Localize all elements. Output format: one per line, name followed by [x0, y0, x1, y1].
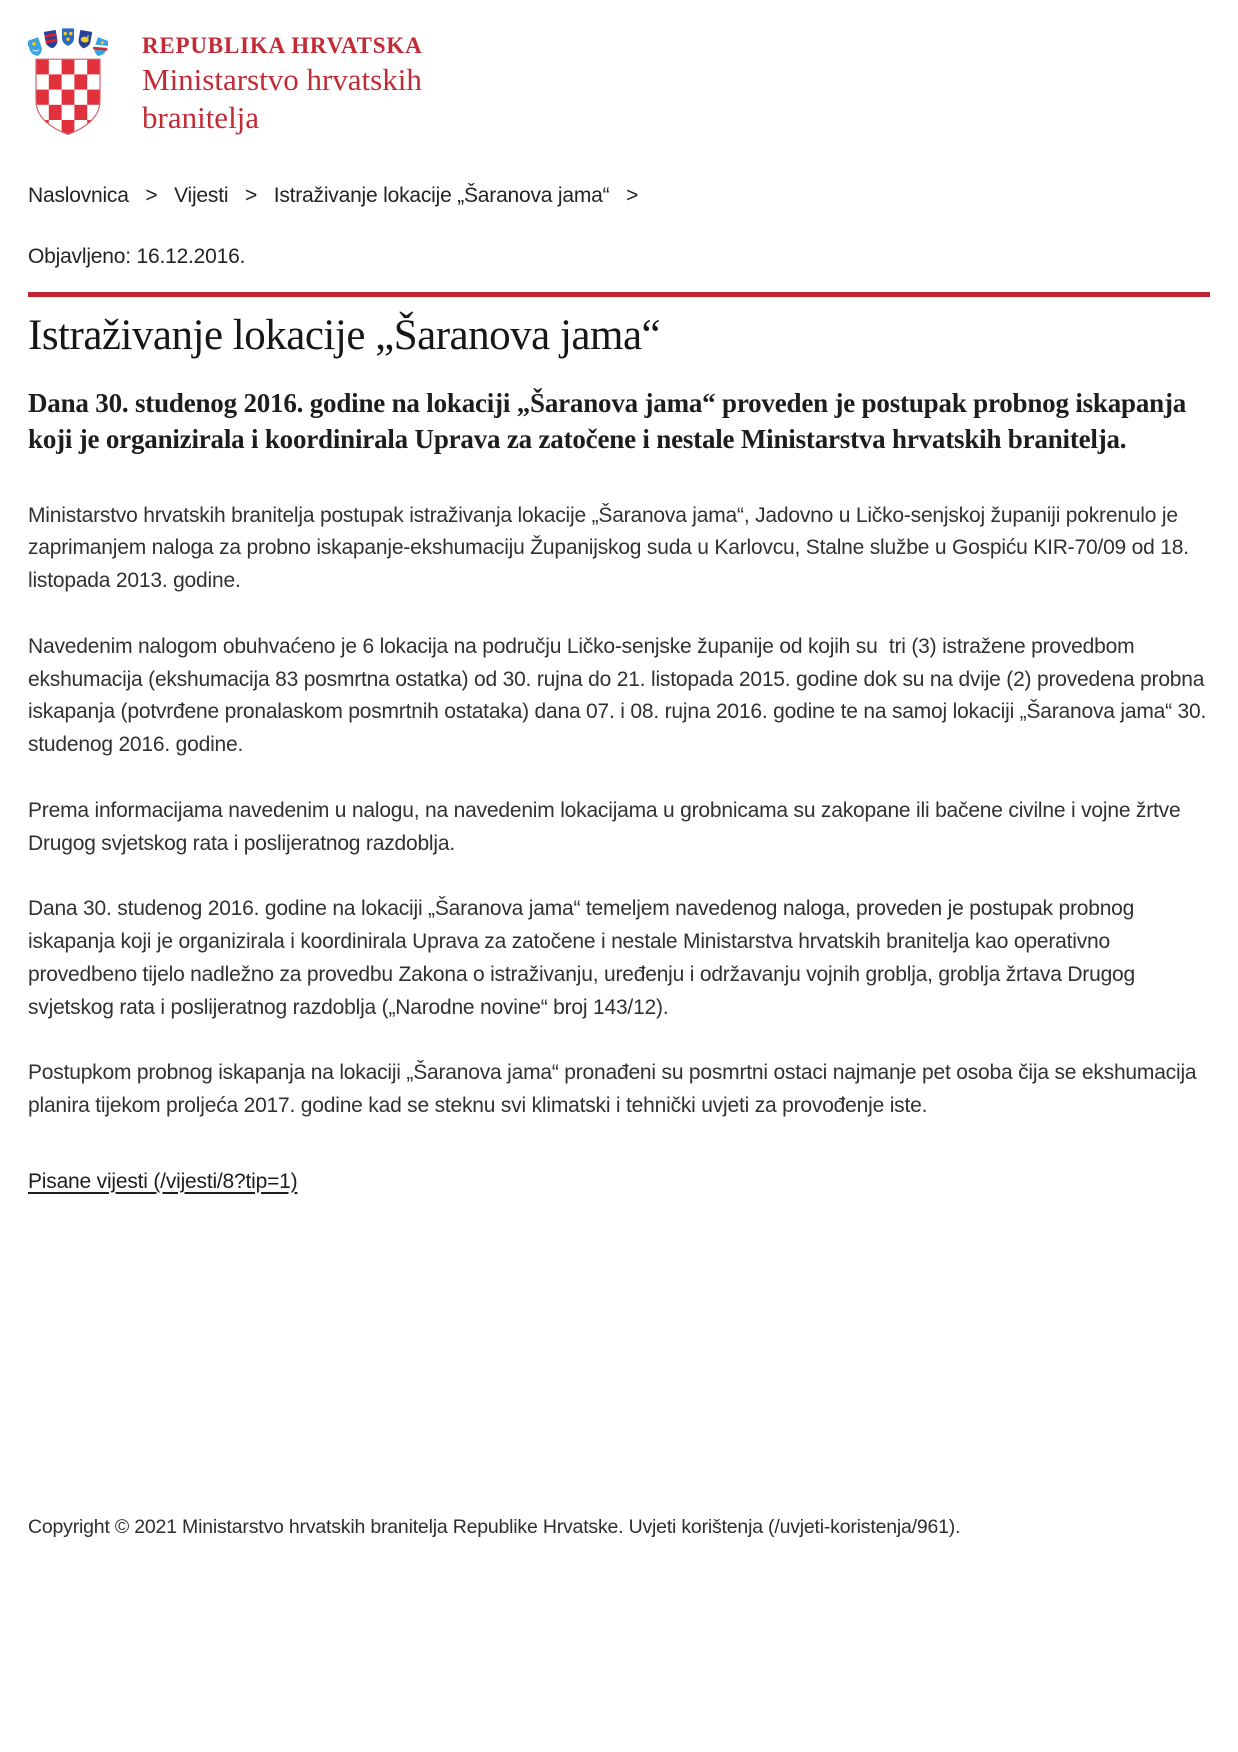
article-body [28, 500, 1210, 1123]
red-divider [28, 292, 1210, 297]
org-ministry: Ministarstvo hrvatskih branitelja [142, 62, 422, 136]
croatia-coat-of-arms-icon [28, 27, 108, 137]
article-lead: Dana 30. studenog 2016. godine na lokaciji „Šaranova jama“ proveden je postupak probnog iskapanja koji je organizirala i koordinirala Uprava za zatočene i nestale Ministarstva hrvatskih branitelja. [28, 387, 1187, 454]
written-news-link[interactable]: Pisane vijesti (/vijesti/8?tip=1) [28, 1169, 298, 1193]
site-header [28, 27, 1210, 137]
breadcrumb [28, 184, 1210, 208]
article [28, 311, 1210, 1194]
copyright-text: Copyright © 2021 Ministarstvo hrvatskih branitelja Republike Hrvatske. [28, 1516, 624, 1538]
article-paragraph: Dana 30. studenog 2016. godine na lokaciji „Šaranova jama“ temeljem navedenog naloga, proveden je postupak probnog iskapanja koji je organizirala i koordinirala Uprava za zatočene i nestale Ministarstva hrvatskih branitelja kao operativno provedbeno tijelo nadležno za provedbu Zakona o istraživanju, uređenju i održavanju vojnih groblja, groblja žrtava Drugog svjetskog rata i poslijeratnog razdoblja („Narodne novine“ broj 143/12). [28, 897, 1141, 1019]
article-paragraph: Prema informacijama navedenim u nalogu, na navedenim lokacijama u grobnicama su zakopane ili bačene civilne i vojne žrtve Drugog svjetskog rata i poslijeratnog razdoblja. [28, 798, 1187, 855]
croatia-coat-of-arms-logo [28, 27, 108, 137]
article-paragraph: Navedenim nalogom obuhvaćeno je 6 lokacija na području Ličko-senjske županije od kojih su tri (3) istražene provedbom ekshumacija (ekshumacija 83 posmrtna ostatka) od 30. rujna do 21. listopada 2015. godine dok su na dvije (2) provedena probna iskapanja (potvrđene pronalaskom posmrtnih ostataka) dana 07. i 08. rujna 2016. godine te na samoj lokaciji „Šaranova jama“ 30. studenog 2016. godine. [28, 634, 1212, 757]
published-date: Objavljeno: 16.12.2016. [28, 245, 246, 268]
breadcrumb-separator: > [626, 184, 639, 207]
breadcrumb-item-naslovnica[interactable]: Naslovnica [28, 184, 129, 207]
terms-of-use-link[interactable]: Uvjeti korištenja (/uvjeti-koristenja/961). [628, 1516, 961, 1538]
breadcrumb-separator: > [244, 184, 258, 207]
article-paragraph: Ministarstvo hrvatskih branitelja postupak istraživanja lokacije „Šaranova jama“, Jadovno u Ličko-senjskoj županiji pokrenulo je zaprimanjem naloga za probno iskapanje-ekshumaciju Županijskog suda u Karlovcu, Stalne službe u Gospiću KIR-70/09 od 18. listopada 2013. godine. [28, 503, 1195, 593]
page-title: Istraživanje lokacije „Šaranova jama“ [28, 312, 661, 359]
breadcrumb-item-vijesti[interactable]: Vijesti [174, 184, 229, 207]
breadcrumb-item-current: Istraživanje lokacije „Šaranova jama“ [273, 184, 610, 207]
breadcrumb-separator: > [145, 184, 158, 207]
org-country: REPUBLIKA HRVATSKA [142, 33, 423, 58]
org-names [142, 27, 482, 137]
site-footer [28, 1516, 1210, 1539]
article-paragraph: Postupkom probnog iskapanja na lokaciji „Šaranova jama“ pronađeni su posmrtni ostaci najmanje pet osoba čija se ekshumacija planira tijekom proljeća 2017. godine kad se steknu svi klimatski i tehnički uvjeti za provođenje iste. [28, 1061, 1203, 1118]
